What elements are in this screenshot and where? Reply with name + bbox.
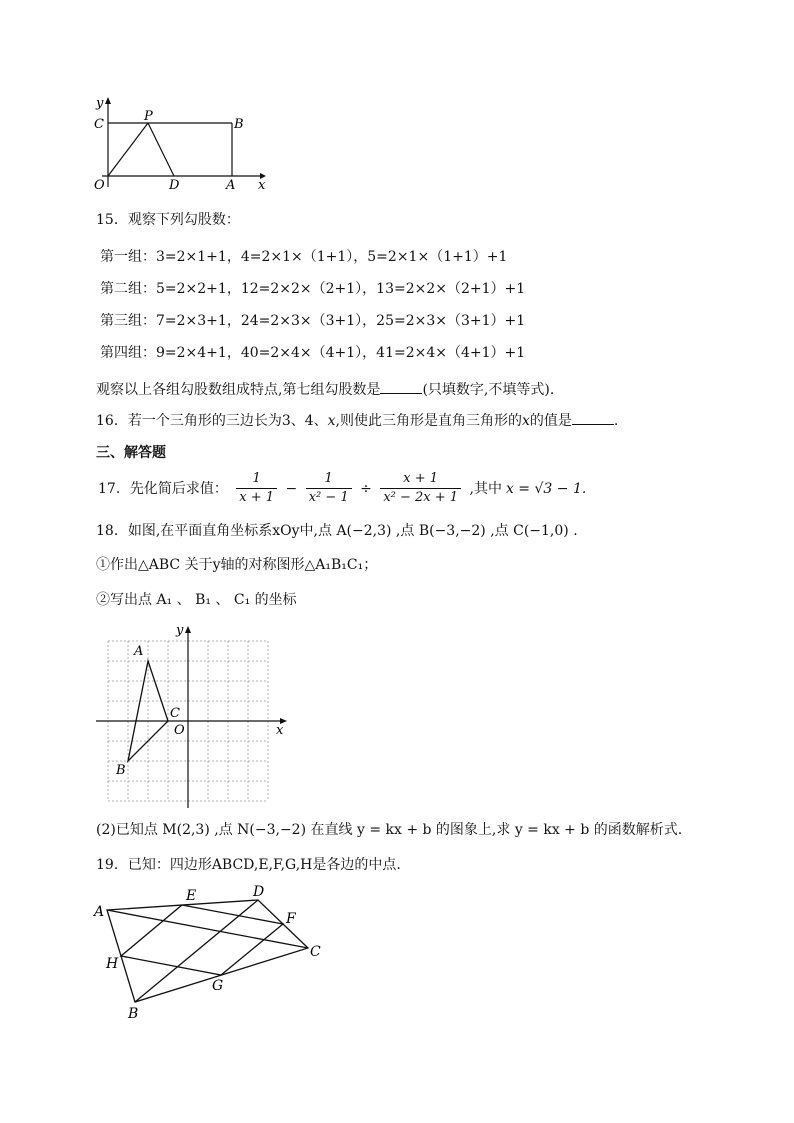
q18-line-1: 18．如图,在平面直角坐标系xOy中,点 A(−2,3) ,点 B(−3,−2) ,点 C(−1,0) . [96,523,578,539]
label-y: y [96,96,104,111]
label-c: C [94,117,104,132]
minus-sign: − [285,480,298,497]
q17 [96,470,588,507]
segment-pd [148,123,174,176]
fraction-3: $\frac{x + 1}{\text{x² − 2x + 1}}$ [380,470,461,507]
label-a: A [226,178,236,193]
label-d: D [253,884,265,900]
q15-row-4: 第四组：9=2×4+1，40=2×4×（4+1），41=2×4×（4+1）+1 [100,345,526,361]
q15-row-1: 第一组：3=2×1+1，4=2×1×（1+1），5=2×1×（1+1）+1 [100,249,508,265]
q15-stem: 15．观察下列勾股数： [96,212,240,228]
label-y: y [176,623,184,638]
q18-part-2: (2)已知点 M(2,3) ,点 N(−3,−2) 在直线 y = kx + b 的图象上,求 y = kx + b 的函数解析式. [96,822,683,838]
q15-row-3: 第三组：7=2×3+1，24=2×3×（3+1），25=2×3×（3+1）+1 [100,313,526,329]
q15-ask-text: 观察以上各组勾股数组成特点,第七组勾股数是 [96,382,381,398]
label-b: B [116,763,126,778]
answer-blank[interactable] [380,379,422,394]
diagonal-bd [135,900,258,1002]
label-x: x [276,723,284,738]
q16-var-2: x [522,413,530,429]
label-b: B [128,1006,139,1020]
figure-quadrilateral [90,880,330,1020]
q18-line-3: ②写出点 A₁ 、 B₁ 、 C₁ 的坐标 [96,592,297,608]
label-p: P [144,109,153,124]
q17-condition: x = √3 − 1. [505,480,587,497]
segment-op [108,123,148,176]
q16 [96,410,618,431]
label-o: O [174,723,185,738]
q15-ask [96,379,554,400]
label-a: A [134,644,144,659]
section-title: 三、解答题 [96,445,166,461]
label-b: B [234,117,244,132]
label-h: H [106,956,119,972]
label-o: O [94,178,105,193]
q17-text: 17．先化简后求值： [98,480,228,497]
q17-mid: ,其中 [469,480,502,497]
y-axis-arrow [105,97,111,104]
fraction-1: $\frac{1}{x + 1}$ [236,470,277,507]
q19: 19．已知：四边形ABCD,E,F,G,H是各边的中点. [96,857,401,873]
label-a: A [94,904,105,920]
figure-rectangle [90,92,280,194]
divide-sign: ÷ [360,480,372,497]
answer-blank[interactable] [572,410,614,425]
q18-line-2: ①作出△ABC 关于y轴的对称图形△A₁B₁C₁； [96,557,378,573]
q15-row-2: 第二组：5=2×2+1，12=2×2×（2+1），13=2×2×（2+1）+1 [100,281,526,297]
q16-end: . [613,413,619,429]
label-e: E [186,888,197,904]
label-c: C [310,944,321,960]
q15-ask-note: (只填数字,不填等式). [422,382,555,398]
label-f: F [286,911,296,927]
q16-text: 16．若一个三角形的三边长为3、4、 [96,413,328,429]
label-d: D [169,178,180,193]
q16-var: x [327,413,336,429]
midpoint-parallelogram [121,905,283,975]
figure-grid [92,620,292,810]
label-c: C [170,706,180,721]
y-axis-arrow [185,626,191,633]
label-x: x [258,178,266,193]
q16-text-3: 的值是 [529,413,572,429]
fraction-2: $\frac{1}{\text{x² − 1}}$ [306,470,352,507]
label-g: G [212,978,224,994]
q16-text-2: ,则使此三角形是直角三角形的 [335,413,522,429]
